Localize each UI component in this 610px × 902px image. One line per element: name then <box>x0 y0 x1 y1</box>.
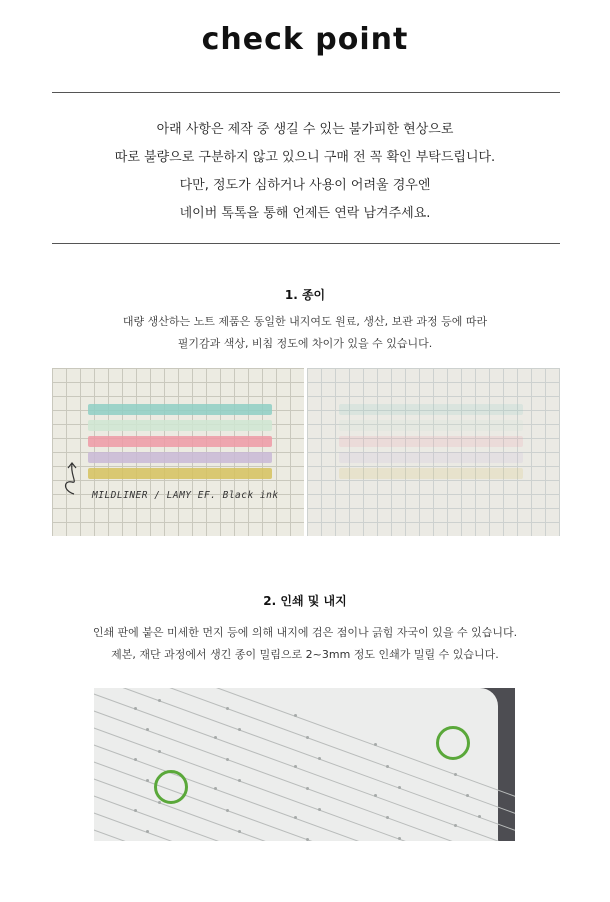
page-mark <box>238 779 241 782</box>
page-mark <box>238 830 241 833</box>
show-through-stroke <box>339 452 523 463</box>
notebook-page <box>94 688 498 841</box>
highlighter-stroke <box>88 452 272 463</box>
arrow-doodle-icon <box>60 460 82 496</box>
section-title-printing: 2. 인쇄 및 내지 <box>263 594 347 608</box>
defect-highlight-circle <box>436 726 470 760</box>
page-mark <box>226 707 229 710</box>
intro-line: 아래 사항은 제작 중 생길 수 있는 불가피한 현상으로 <box>156 122 454 137</box>
show-through-stroke <box>339 420 523 431</box>
intro-line: 따로 불량으로 구분하지 않고 있으니 구매 전 꼭 확인 부탁드립니다. <box>114 150 496 165</box>
page-mark <box>306 787 309 790</box>
page-mark <box>226 809 229 812</box>
printing-photo <box>94 688 515 841</box>
intro-line: 다만, 정도가 심하거나 사용이 어려울 경우엔 <box>179 178 431 193</box>
defect-highlight-circle <box>154 770 188 804</box>
highlighter-stroke <box>88 420 272 431</box>
paper-front-photo <box>52 368 304 536</box>
paper-back-photo <box>307 368 560 536</box>
section-line: 인쇄 판에 붙은 미세한 먼지 등에 의해 내지에 검은 점이나 긁힘 자국이 있을 수 있습니다. <box>92 626 518 639</box>
page-mark <box>238 728 241 731</box>
page-mark <box>158 750 161 753</box>
section-line: 제본, 재단 과정에서 생긴 종이 밀림으로 2~3mm 정도 인쇄가 밀릴 수 있습니다. <box>111 648 499 661</box>
page-mark <box>226 758 229 761</box>
highlighter-stroke <box>88 436 272 447</box>
page-mark <box>158 801 161 804</box>
handwritten-caption: MILDLINER / LAMY EF. Black ink <box>92 490 279 501</box>
page-mark <box>386 816 389 819</box>
highlighter-stroke <box>88 468 272 479</box>
intro-line: 네이버 톡톡을 통해 언제든 연락 남겨주세요. <box>179 206 431 221</box>
page-mark <box>454 824 457 827</box>
show-through-stroke <box>339 404 523 415</box>
bottom-divider <box>52 243 560 244</box>
section-line: 필기감과 색상, 비침 정도에 차이가 있을 수 있습니다. <box>177 337 433 350</box>
page-title: check point <box>201 22 409 57</box>
show-through-stroke <box>339 436 523 447</box>
highlighter-stroke <box>88 404 272 415</box>
section-line: 대량 생산하는 노트 제품은 동일한 내지여도 원료, 생산, 보관 과정 등에 따라 <box>122 315 488 328</box>
intro-notice <box>0 116 610 228</box>
show-through-stroke <box>339 468 523 479</box>
page-mark <box>306 736 309 739</box>
page-mark <box>466 794 469 797</box>
top-divider <box>52 92 560 93</box>
page-mark <box>454 773 457 776</box>
section-body-paper <box>0 311 610 355</box>
page-mark <box>306 838 309 841</box>
section-title-paper: 1. 종이 <box>284 288 326 302</box>
page-mark <box>158 699 161 702</box>
section-body-printing <box>0 622 610 666</box>
page-mark <box>386 765 389 768</box>
